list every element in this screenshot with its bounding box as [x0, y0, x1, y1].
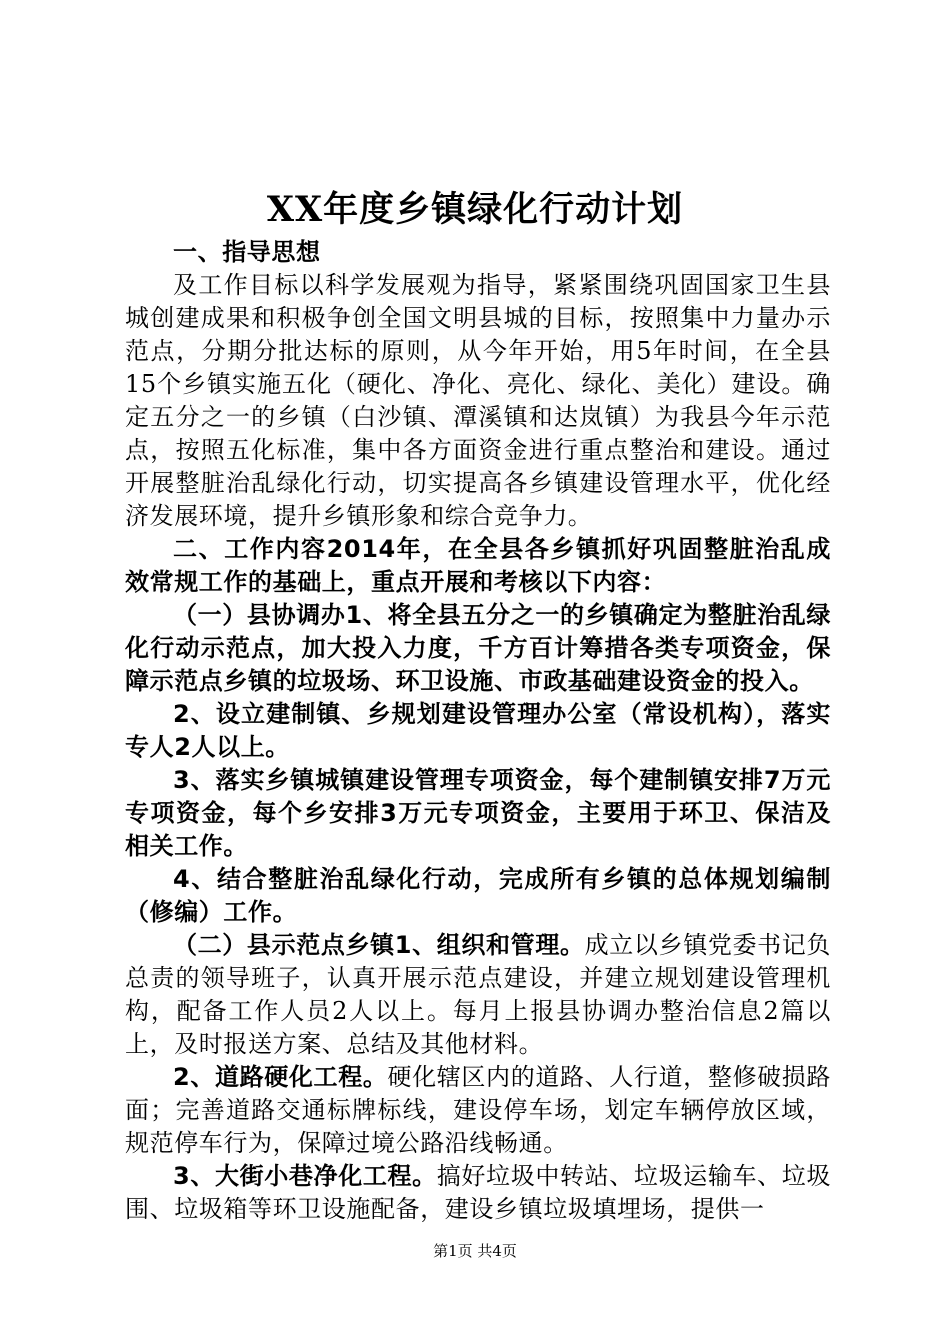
item-road-hardening: 2、道路硬化工程。 — [173, 1063, 388, 1091]
subsection-demo-towns: （二）县示范点乡镇1、组织和管理。 — [173, 931, 585, 959]
paragraph-text: 及工作目标以科学发展观为指导，紧紧围绕巩固国家卫生县城创建成果和积极争创全国文明县城的目标，按照集中力量办示范点，分期分批达标的原则，从今年开始，用5年时间，在全县15个乡镇实施五化（硬化、净化、亮化、绿化、美化）建设。确定五分之一的乡镇（白沙镇、潭溪镇和达岚镇）为我县今年示范点，按照五化标准，集中各方面资金进行重点整治和建设。通过开展整脏治乱绿化行动，切实提高各乡镇建设管理水平，优化经济发展环境，提升乡镇形象和综合竞争力。 — [125, 271, 831, 530]
paragraph-4 — [125, 599, 831, 698]
paragraph-text: 硬化辖区内的道路、人行道，整修破损路面；完善道路交通标牌标线，建设停车场，划定车辆停放区域，规范停车行为，保障过境公路沿线畅通。 — [125, 1063, 831, 1157]
subsection-county-coordination: （一）县协调办1、将全县五分之一的乡镇确定为整脏治乱绿化行动示范点，加大投入力度，千方百计筹措各类专项资金，保障示范点乡镇的垃圾场、环卫设施、市政基础建设资金的投入。 — [125, 601, 831, 695]
paragraph-2 — [125, 269, 831, 533]
paragraph-text: 搞好垃圾中转站、垃圾运输车、垃圾围、垃圾箱等环卫设施配备，建设乡镇垃圾填埋场，提供一 — [125, 1162, 831, 1223]
paragraph-8 — [125, 929, 831, 1061]
item-street-cleaning: 3、大街小巷净化工程。 — [173, 1162, 437, 1190]
paragraph-text: 成立以乡镇党委书记负总责的领导班子，认真开展示范点建设，并建立规划建设管理机构，配备工作人员2人以上。每月上报县协调办整治信息2篇以上，及时报送方案、总结及其他材料。 — [125, 931, 832, 1058]
paragraph-7 — [125, 863, 831, 929]
item-special-funds: 3、落实乡镇城镇建设管理专项资金，每个建制镇安排7万元专项资金，每个乡安排3万元专项资金，主要用于环卫、保洁及相关工作。 — [125, 766, 831, 860]
paragraph-3 — [125, 533, 831, 599]
paragraph-10 — [125, 1160, 831, 1226]
page-number: 第1页 共4页 — [433, 1242, 517, 1260]
paragraph-5 — [125, 698, 831, 764]
item-planning-office: 2、设立建制镇、乡规划建设管理办公室（常设机构），落实专人2人以上。 — [125, 700, 831, 761]
paragraph-1 — [125, 236, 831, 269]
item-master-plan: 4、结合整脏治乱绿化行动，完成所有乡镇的总体规划编制（修编）工作。 — [125, 865, 831, 926]
heading-guiding-thought: 一、指导思想 — [173, 238, 321, 266]
heading-work-content: 二、工作内容2014年，在全县各乡镇抓好巩固整脏治乱成效常规工作的基础上，重点开展和考核以下内容： — [125, 535, 831, 596]
paragraph-6 — [125, 764, 831, 863]
document-body — [125, 236, 831, 1226]
document-title: XX年度乡镇绿化行动计划 — [266, 189, 684, 230]
paragraph-9 — [125, 1061, 831, 1160]
